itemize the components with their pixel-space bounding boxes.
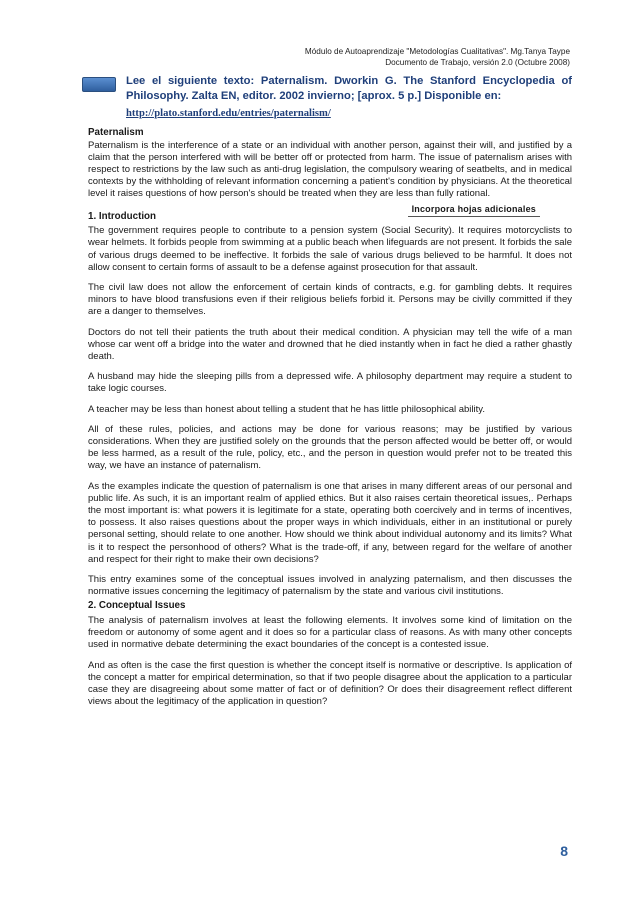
- header-module-title: Módulo de Autoaprendizaje "Metodologías Cualitativas". Mg.Tanya Taype: [304, 47, 570, 56]
- paragraph: A teacher may be less than honest about telling a student that he has little philosophical ability.: [88, 403, 485, 415]
- page-number: 8: [560, 843, 568, 859]
- page-header: [150, 46, 570, 68]
- section-introduction-heading: 1. Introduction: [88, 210, 157, 222]
- paragraph: The analysis of paternalism involves at least the following elements. It involves some kind of limitation on the freedom or autonomy of some agent and it does so for a particular class of reasons. As with many other concepts used in normative debate determining the exact boundaries of the concept is a contested issue.: [88, 615, 572, 651]
- paragraph: This entry examines some of the conceptual issues involved in analyzing paternalism, and then discusses the normative issues concerning the legitimacy of paternalism by the state and various civil institutions.: [88, 574, 572, 598]
- paragraph: The civil law does not allow the enforcement of certain kinds of contracts, e.g. for gambling debts. It requires minors to have blood transfusions even if their religious beliefs forbid it. Persons may be civilly committed if they are a danger to themselves.: [88, 282, 572, 318]
- add-sheets-button[interactable]: Incorpora hojas adicionales: [408, 203, 540, 216]
- arrow-icon: [82, 77, 116, 92]
- section-conceptual-issues-heading: 2. Conceptual Issues: [88, 600, 186, 612]
- paragraph: All of these rules, policies, and actions may be done for various reasons; may be justified by various considerations. When they are justified solely on the grounds that the person affected would be better off, or would be less harmed, as a result of the rule, policy, etc., and the person in question would prefer not to be treated this way, we have an instance of paternalism.: [88, 423, 572, 472]
- paragraph: As the examples indicate the question of paternalism is one that arises in many different areas of our personal and public life. As such, it is an important realm of applied ethics. But it also raises certain theoretical issues,. Perhaps the most important is: what powers it is legitimate for a state, operating both coercively and in terms of incentives, to possess. It also raises questions about the proper ways in which individuals, either in an institutional or purely personal setting, should relate to one another. How should we think about individual autonomy and its limits? What is it to respect the personhood of others? What is the trade-off, if any, between regard for the welfare of another and respect for their right to make their own decisions?: [88, 480, 572, 565]
- document-body: [88, 127, 572, 717]
- paternalism-definition: Paternalism is the interference of a state or an individual with another person, against their will, and justified by a claim that the person interfered with will be better off or protected from harm. The issue of paternalism arises with respect to restrictions by the law such as anti-drug legislation, the compulsory wearing of seatbelts, and in medical contexts by the withholding of relevant information concerning a patient's condition by physicians. At the theoretical level it raises questions of how person's should be treated when they are less than fully rational.: [88, 139, 572, 200]
- paragraph: And as often is the case the first question is whether the concept itself is normative or descriptive. Is application of the concept a matter for empirical determination, so that if two people disagree about the application to a particular case they are disagreeing about some matter of fact or of definition? Or does their disagreement reflect different views about the legitimacy of the application in question?: [88, 659, 572, 708]
- header-document-version: Documento de Trabajo, versión 2.0 (Octubre 2008): [385, 58, 570, 67]
- paragraph: Doctors do not tell their patients the truth about their medical condition. A physician may tell the wife of a man whose car went off a bridge into the water and drowned that he died instantly when in fact he died a rather ghastly death.: [88, 326, 572, 363]
- paragraph: A husband may hide the sleeping pills from a depressed wife. A philosophy department may require a student to take logic courses.: [88, 371, 572, 395]
- reading-callout: [90, 74, 572, 121]
- paternalism-section: [88, 127, 572, 215]
- stanford-link[interactable]: http://plato.stanford.edu/entries/paternalism/: [126, 108, 331, 119]
- paragraph: The government requires people to contribute to a pension system (Social Security). It requires motorcyclists to wear helmets. It forbids people from swimming at a public beach when lifeguards are not present. It forbids the sale of various drugs deemed to be ineffective. It forbids the sale of various drugs believed to be harmful. It does not allow consent to certain forms of assault to be a defense against prosecution for that assault.: [88, 225, 572, 273]
- callout-title: Lee el siguiente texto: Paternalism. Dworkin G. The Stanford Encyclopedia of Philosophy. Zalta EN, editor. 2002 invierno; [aprox. 5 p.] Disponible en:: [126, 75, 572, 102]
- paternalism-heading: Paternalism: [88, 127, 144, 138]
